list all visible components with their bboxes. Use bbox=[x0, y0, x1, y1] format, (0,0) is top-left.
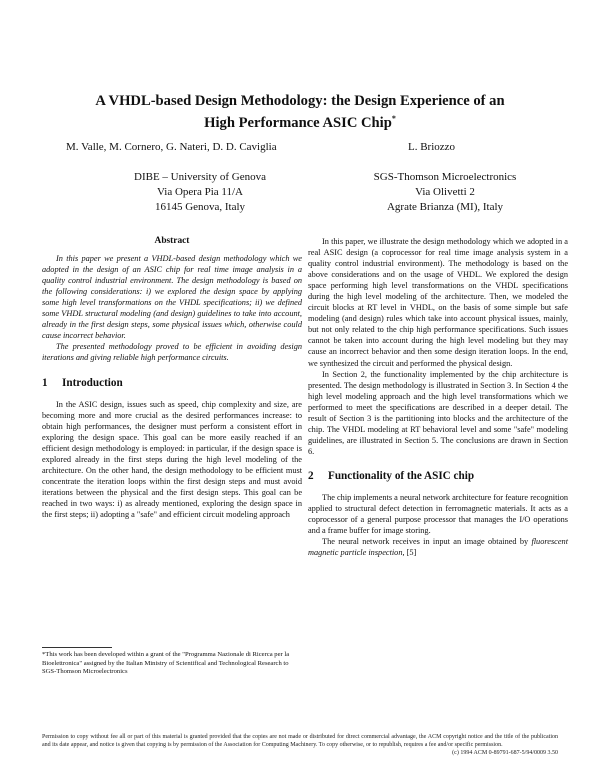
permission-text: Permission to copy without fee all or part of this material is granted provided that the copies are not made or distributed for direct commercial advantage, the ACM copyright notice and the title of the publication and its date appear, and notice is given that copying is by permission of the Association for Computing Machinery. To copy otherwise, or to republish, requires a fee and/or specific permission. bbox=[42, 734, 558, 748]
section-1-body bbox=[42, 399, 302, 521]
affiliation-left-line: 16145 Genova, Italy bbox=[154, 201, 246, 213]
section-1-heading bbox=[42, 378, 302, 389]
footnote bbox=[42, 647, 302, 677]
body-emphasis: fluorescent magnetic particle inspection, bbox=[308, 537, 568, 558]
body-text: The neural network receives in input an image obtained by bbox=[322, 537, 532, 547]
affiliation-right-line: Via Olivetti 2 bbox=[415, 186, 475, 198]
body-paragraph bbox=[308, 536, 568, 558]
abstract-heading: Abstract bbox=[154, 236, 190, 246]
right-column-body bbox=[308, 236, 568, 457]
right-column bbox=[308, 236, 568, 558]
affiliation-right bbox=[355, 170, 535, 215]
body-paragraph: The chip implements a neural network architecture for feature recognition applied to structural defect detection in ferromagnetic materials. It acts as a coprocessor of a general purpose processor that manages the I/O operations and a frame buffer for image storing. bbox=[308, 492, 568, 536]
authors-right: L. Briozzo bbox=[408, 141, 456, 153]
affiliation-left-line: Via Opera Pia 11/A bbox=[157, 186, 243, 198]
abstract-body bbox=[42, 253, 302, 363]
abstract-paragraph: In this paper we present a VHDL-based design methodology which we adopted in the design of an ASIC chip for real time image analysis in a quality control industrial environment. The design methodology is based on the following considerations: i) we explored the design space by applying some high level transformations on the VHDL specifications; ii) we defined some VHDL structural modeling (and design) guidelines to take into account, already in the first design steps, some physical issues which, otherwise could cause incorrect behavior. bbox=[42, 254, 302, 341]
abstract-paragraph: The presented methodology proved to be efficient in avoiding design iterations and giving reliable high performance circuits. bbox=[42, 342, 302, 363]
copyright-notice bbox=[42, 733, 558, 757]
affiliation-left-line: DIBE – University of Genova bbox=[134, 171, 266, 183]
body-paragraph: In Section 2, the functionality implemented by the chip architecture is presented. The design methodology is illustrated in Section 3. In Section 4 the high level modeling approach and the high level transformations which we performed to meet the specifications are described in a deeper detail. The result of Section 3 is the partitioning into blocks and the architecture of the chip. The VHDL modeling at RT behavioral level and some "safe" modeling guidelines, are illustrated in Section 5. The conclusions are drawn in Section 6. bbox=[308, 369, 568, 456]
section-2-body bbox=[308, 492, 568, 558]
section-number: 2 bbox=[308, 469, 314, 482]
title-line-1: A VHDL-based Design Methodology: the Design Experience of an bbox=[95, 93, 505, 109]
affiliation-right-line: Agrate Brianza (MI), Italy bbox=[386, 201, 504, 213]
authors-left: M. Valle, M. Cornero, G. Nateri, D. D. Caviglia bbox=[66, 141, 277, 153]
title-line-2-text: High Performance ASIC Chip bbox=[204, 114, 392, 131]
footnote-rule bbox=[42, 647, 112, 648]
citation: [5] bbox=[404, 548, 417, 558]
footnote-text: *This work has been developed within a grant of the "Programma Nazionale di Ricerca per la Bioelettronica" assigned by the Italian Ministry of Scientifical and Technological Research to SGS-Thomson Microelectronics bbox=[42, 651, 290, 675]
affiliation-right-line: SGS-Thomson Microelectronics bbox=[373, 171, 517, 183]
body-paragraph: In the ASIC design, issues such as speed, chip complexity and size, are becoming more and more crucial as the desired performances increase: to obtain high performances, the designer must perform a consistent effort in exploring the design space. This goal can be more easily reached if an efficient design methodology is employed: in particular, if the design space is explored already in the first steps during the high level modeling of the architecture. On the other hand, the design methodology to be efficient must concentrate the iteration loops within the first design steps and must avoid iterations between the physical and the first design steps. This goal can be reached in two ways: i) as already mentioned, exploring the design space in the first steps; ii) adopting a "safe" and efficient circuit modeling approach bbox=[42, 399, 302, 520]
title-line-2 bbox=[40, 110, 560, 132]
body-paragraph: In this paper, we illustrate the design methodology which we adopted in a real ASIC design (a coprocessor for real time image analysis system in a quality control industrial environment). The methodology is based on the above considerations and on the usage of VHDL. We explored the design space performing high level transformations on the VHDL specifications during the high level modeling of the architecture. Then, we modeled the circuit blocks at RT level in VHDL, on the basis of some simple but safe modeling (and design) rules which take into account physical issues, mainly, but not only related to the chip high performance specifications. Such issues cannot be taken into account during the high level modeling but they may cause an incorrect behavior and then some design iteration loops. In the end, we synthesized the circuit and performed the physical design. bbox=[308, 237, 568, 368]
copyright-line: (c) 1994 ACM 0-89791-687-5/94/0009 3.50 bbox=[452, 750, 558, 756]
section-2-heading bbox=[308, 471, 568, 482]
left-column bbox=[42, 236, 302, 520]
title-footnote-mark: * bbox=[391, 114, 396, 123]
section-title: Functionality of the ASIC chip bbox=[328, 469, 475, 482]
paper-title bbox=[40, 93, 560, 132]
section-number: 1 bbox=[42, 376, 48, 389]
affiliation-left bbox=[120, 170, 280, 215]
section-title: Introduction bbox=[62, 376, 123, 389]
